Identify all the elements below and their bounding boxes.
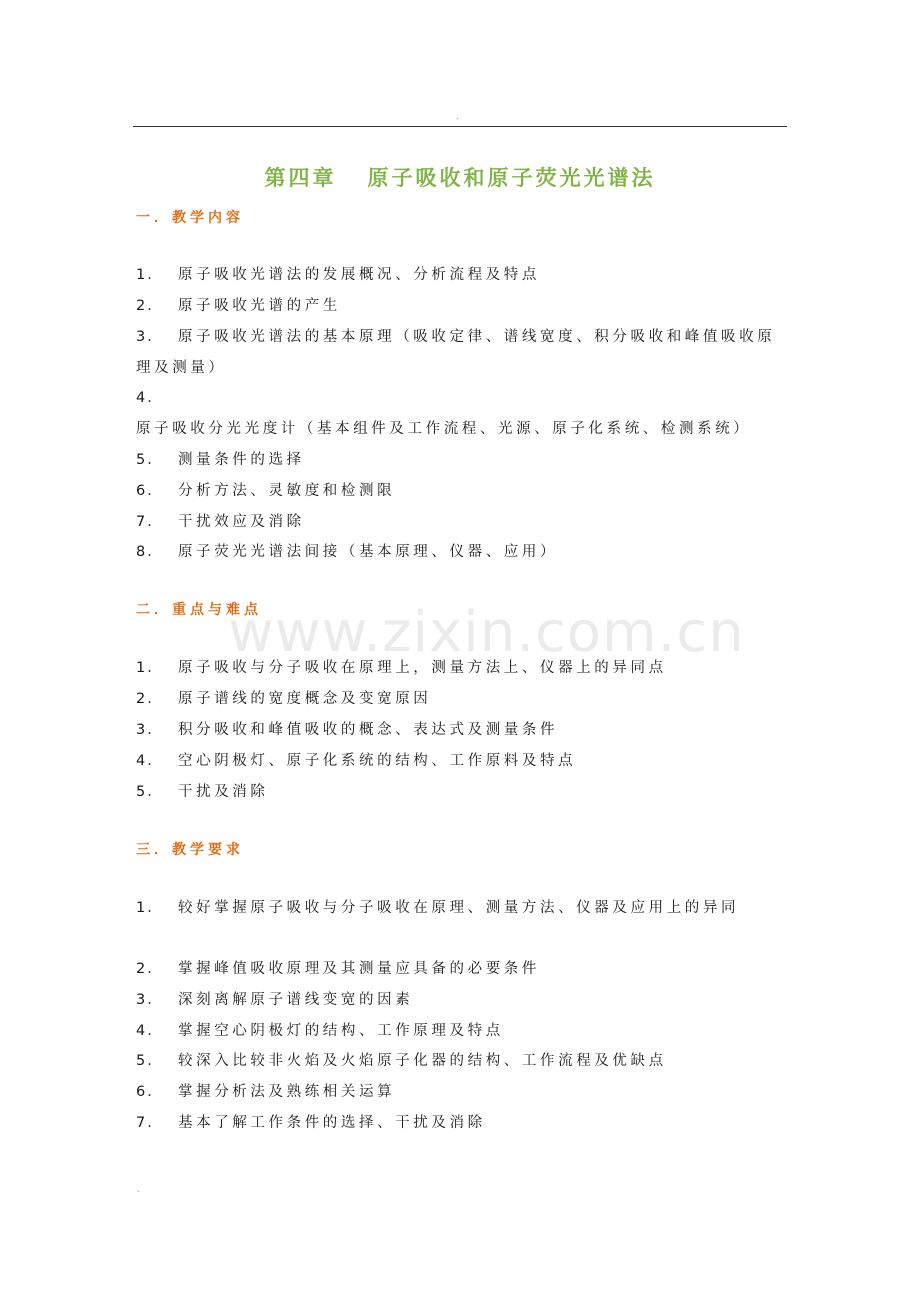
list-item-text: 空心阴极灯、原子化系统的结构、工作原料及特点: [178, 753, 577, 769]
list-item-text: 测量条件的选择: [178, 452, 305, 468]
list-item-text: 原子吸收分光光度计（基本组件及工作流程、光源、原子化系统、检测系统）: [136, 421, 752, 437]
list-item-text: 较深入比较非火焰及火焰原子化器的结构、工作流程及优缺点: [178, 1053, 667, 1069]
list-item-number: 7．: [136, 514, 164, 530]
list-item-text: 干扰效应及消除: [178, 514, 305, 530]
list-item: [136, 260, 788, 291]
list-item: [136, 954, 788, 985]
list-item: [136, 893, 788, 924]
list-item: [136, 746, 788, 777]
list-item-number: 5．: [136, 1053, 164, 1069]
list-item: [136, 715, 788, 746]
list-item: [136, 291, 788, 322]
watermark: www.zixin.com.cn: [228, 600, 745, 665]
list-item-number: 2．: [136, 298, 164, 314]
list-item-number: 4．: [136, 390, 164, 406]
list-item-number: 1．: [136, 660, 164, 676]
list-item: [136, 1046, 788, 1077]
list-item: [136, 476, 788, 507]
list-item-text: 分析方法、灵敏度和检测限: [178, 483, 396, 499]
list-item-text: 原子吸收光谱法的基本原理（吸收定律、谱线宽度、积分吸收和峰值吸收原理及测量）: [136, 329, 776, 376]
list-item-number: 2．: [136, 691, 164, 707]
list-item-number: 7．: [136, 1115, 164, 1131]
list-item: [136, 507, 788, 538]
list-item-number: 3．: [136, 722, 164, 738]
list-item-number: 6．: [136, 483, 164, 499]
list-item-number: 4．: [136, 1023, 164, 1039]
section-heading-teaching-content: 一．教学内容: [136, 210, 244, 226]
section-heading-key-points: 二．重点与难点: [136, 602, 262, 618]
list-item: [136, 322, 788, 384]
list-item-text: 积分吸收和峰值吸收的概念、表达式及测量条件: [178, 722, 559, 738]
list-item-text: 掌握分析法及熟练相关运算: [178, 1084, 396, 1100]
header-mark: .: [456, 112, 459, 121]
list-item: [136, 777, 788, 808]
list-item: [136, 383, 788, 445]
list-item: [136, 1108, 788, 1139]
list-item-number: 5．: [136, 784, 164, 800]
list-item-text: 原子吸收光谱的产生: [178, 298, 341, 314]
list-item-number: 3．: [136, 329, 164, 345]
list-item-text: 干扰及消除: [178, 784, 269, 800]
list-item-text: 较好掌握原子吸收与分子吸收在原理、测量方法、仪器及应用上的异同: [178, 900, 740, 916]
list-item-number: 1．: [136, 267, 164, 283]
list-item-number: 3．: [136, 992, 164, 1008]
list-item-number: 5．: [136, 452, 164, 468]
list-item: [136, 537, 788, 568]
list-item: [136, 1077, 788, 1108]
list-item-text: 掌握峰值吸收原理及其测量应具备的必要条件: [178, 961, 540, 977]
page-title: 第四章 原子吸收和原子荧光光谱法: [264, 165, 656, 190]
list-item-number: 1．: [136, 900, 164, 916]
list-item-text: 原子吸收与分子吸收在原理上，测量方法上、仪器上的异同点: [178, 660, 667, 676]
header-rule: [133, 126, 787, 127]
list-item-text: 深刻离解原子谱线变宽的因素: [178, 992, 414, 1008]
footer-mark: .: [137, 1185, 140, 1194]
list-item-text: 原子吸收光谱法的发展概况、分析流程及特点: [178, 267, 540, 283]
section-heading-teaching-requirements: 三．教学要求: [136, 842, 244, 858]
list-item-text: 掌握空心阴极灯的结构、工作原理及特点: [178, 1023, 504, 1039]
list-item: [136, 985, 788, 1016]
list-item: [136, 1016, 788, 1047]
list-item: [136, 684, 788, 715]
list-item-number: 8．: [136, 544, 164, 560]
list-item-text: 原子谱线的宽度概念及变宽原因: [178, 691, 432, 707]
list-item-number: 2．: [136, 961, 164, 977]
list-item-number: 6．: [136, 1084, 164, 1100]
list-item-text: 原子荧光光谱法间接（基本原理、仪器、应用）: [178, 544, 559, 560]
list-item: [136, 445, 788, 476]
list-item-text: 基本了解工作条件的选择、干扰及消除: [178, 1115, 486, 1131]
list-item-number: 4．: [136, 753, 164, 769]
